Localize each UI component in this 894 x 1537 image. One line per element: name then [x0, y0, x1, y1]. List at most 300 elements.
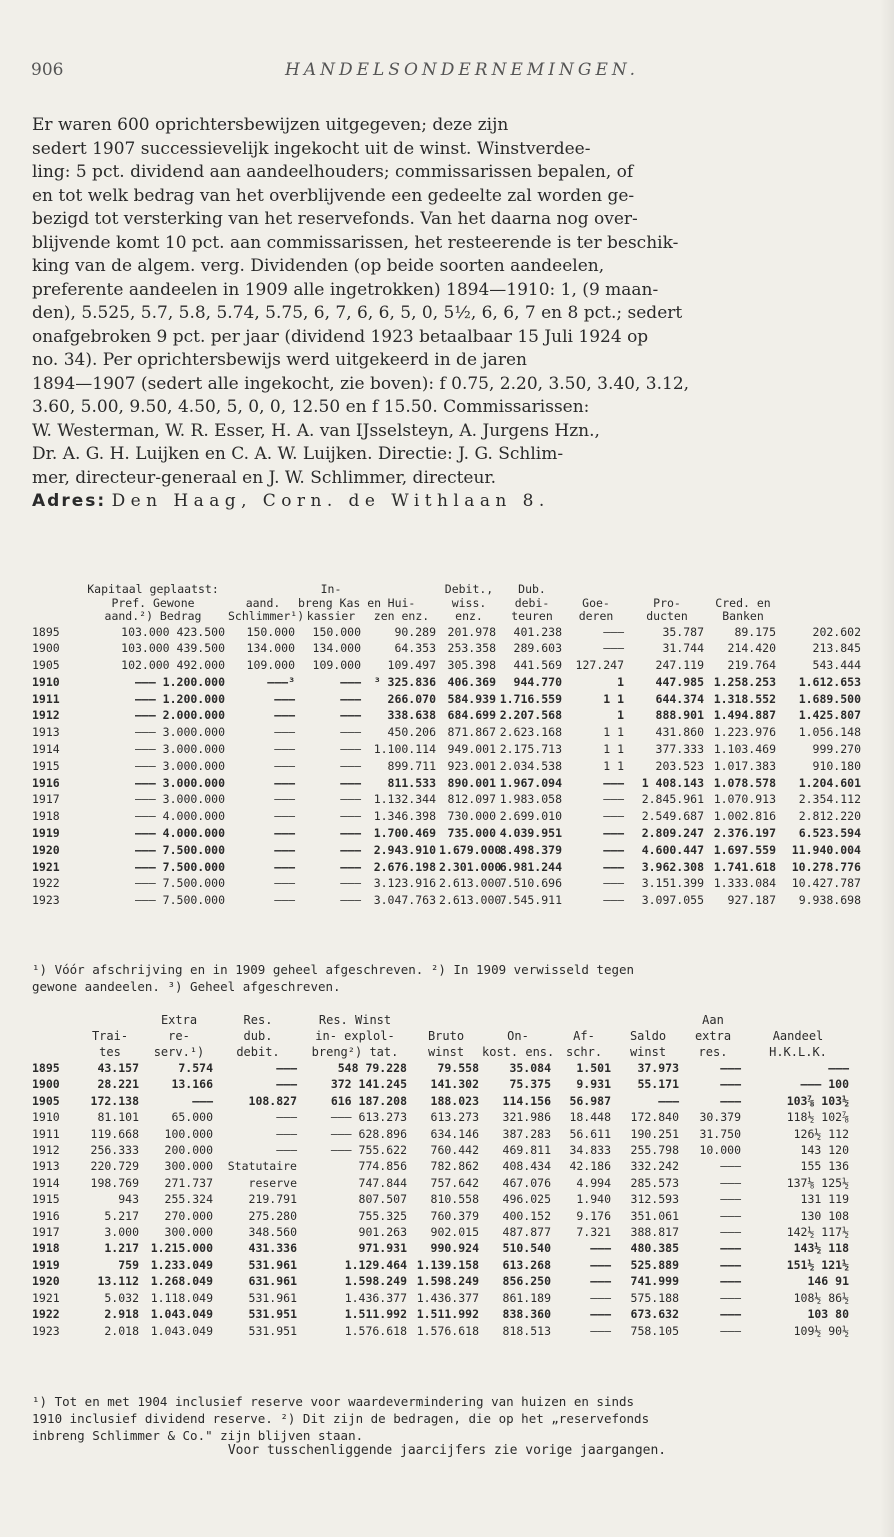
- header-cell: [707, 583, 779, 597]
- header-cell: [482, 1012, 554, 1028]
- value-cell: 18.448: [569, 1110, 611, 1125]
- value-cell: ——— 7.500.000: [134, 842, 225, 857]
- value-cell: ———: [340, 775, 361, 790]
- value-cell: 79.558: [437, 1061, 479, 1075]
- table-row: [32, 825, 864, 842]
- value-cell: ———: [590, 1241, 611, 1256]
- value-cell: ———: [276, 1077, 297, 1092]
- header-cell: Banken: [722, 609, 764, 623]
- value-cell: 807.507: [358, 1192, 407, 1207]
- value-cell: 1.258.253: [713, 674, 776, 689]
- year-cell: 1900: [32, 641, 60, 656]
- table-row: [32, 1224, 852, 1240]
- value-cell: ———: [603, 809, 624, 824]
- value-cell: 1.070.913: [713, 792, 776, 807]
- value-cell: 441.569: [513, 658, 562, 673]
- value-cell: 146 91: [807, 1274, 849, 1289]
- value-cell: 1: [617, 708, 624, 723]
- value-cell: 838.360: [502, 1307, 551, 1322]
- year-cell: 1916: [32, 1208, 60, 1223]
- header-cell: [228, 583, 298, 597]
- header-cell: Saldo: [629, 1029, 667, 1043]
- header-cell: H.K.L.K.: [769, 1045, 827, 1059]
- page-number: 906: [31, 60, 64, 80]
- header-cell: extra: [694, 1029, 732, 1043]
- value-cell: 1.967.094: [499, 775, 562, 790]
- value-cell: 2.301.000: [439, 859, 502, 874]
- value-cell: 782.862: [430, 1159, 479, 1174]
- year-cell: 1895: [32, 624, 60, 639]
- header-cell: [744, 1012, 852, 1028]
- value-cell: ———: [603, 641, 624, 656]
- header-cell: Trai-: [91, 1029, 129, 1043]
- value-cell: ———: [274, 758, 295, 773]
- value-cell: 1.425.807: [798, 708, 861, 723]
- value-cell: 1 1: [603, 758, 624, 773]
- footnote-line: 1910 inclusief dividend reserve. ²) Dit zijn de bedragen, die op het „reservefonds: [32, 1411, 650, 1426]
- value-cell: 1.612.653: [798, 674, 861, 689]
- address-value: Den Haag, Corn. de Withlaan 8.: [111, 491, 550, 511]
- header-cell: Cred. en: [715, 595, 771, 610]
- header-cell: Res.: [243, 1013, 273, 1027]
- value-cell: 7.510.696: [499, 876, 562, 891]
- value-cell: 1.103.469: [713, 742, 776, 757]
- header-cell: deren: [578, 609, 614, 623]
- value-cell: 13.166: [171, 1077, 213, 1092]
- value-cell: ———: [590, 1307, 611, 1322]
- value-cell: 6.981.244: [499, 859, 562, 874]
- table-row: [32, 758, 864, 775]
- table-row: [32, 808, 864, 825]
- table-row: [32, 1142, 852, 1158]
- value-cell: 735.000: [447, 826, 496, 841]
- value-cell: 6.523.594: [798, 826, 861, 841]
- value-cell: 1.043.049: [150, 1323, 213, 1338]
- value-cell: ———: [276, 1126, 297, 1141]
- value-cell: 3.000: [104, 1225, 139, 1240]
- table-row: [32, 892, 864, 909]
- table-row: [32, 1191, 852, 1207]
- year-cell: 1919: [32, 1257, 60, 1272]
- header-cell: res.: [698, 1045, 728, 1059]
- value-cell: 321.986: [502, 1110, 551, 1125]
- header-cell: Debit.,: [444, 582, 494, 596]
- value-cell: ———: [590, 1274, 611, 1289]
- value-cell: 108.827: [248, 1093, 297, 1108]
- address-line: [32, 490, 868, 514]
- value-cell: 1 408.143: [641, 775, 704, 790]
- value-cell: 119.668: [90, 1126, 139, 1141]
- value-cell: 2.034.538: [499, 758, 562, 773]
- page-edge-shadow: [880, 0, 894, 1537]
- value-cell: 9.938.698: [798, 893, 861, 908]
- value-cell: 270.000: [164, 1208, 213, 1223]
- value-cell: ———: [720, 1077, 741, 1092]
- value-cell: 575.188: [630, 1290, 679, 1305]
- value-cell: 1.100.114: [373, 742, 436, 757]
- table-row: [32, 1126, 852, 1142]
- value-cell: 1 1: [603, 691, 624, 706]
- value-cell: 2.207.568: [499, 708, 562, 723]
- value-cell: 35.787: [662, 624, 704, 639]
- header-row: [32, 583, 864, 597]
- table-row: [32, 1158, 852, 1174]
- table-row: [32, 875, 864, 892]
- value-cell: 203.523: [655, 758, 704, 773]
- value-cell: 1 1: [603, 725, 624, 740]
- value-cell: 531.961: [248, 1290, 297, 1305]
- value-cell: 613.273: [430, 1110, 479, 1125]
- value-cell: 1.598.249: [416, 1274, 479, 1289]
- value-cell: 4.994: [576, 1175, 611, 1190]
- value-cell: ———: [340, 842, 361, 857]
- header-cell: breng Kas en: [298, 595, 382, 610]
- value-cell: 351.061: [630, 1208, 679, 1223]
- text-line: bezigd tot versterking van het reservefonds. Van het daarna nog over-: [32, 209, 638, 229]
- profit-table-body: [32, 1060, 852, 1339]
- header-row: [32, 1028, 852, 1044]
- value-cell: 2.676.198: [373, 859, 436, 874]
- value-cell: ——— 7.500.000: [134, 859, 225, 874]
- value-cell: 5.032: [104, 1290, 139, 1305]
- value-cell: 400.152: [502, 1208, 551, 1223]
- value-cell: ———: [720, 1061, 741, 1075]
- value-cell: ———³: [267, 674, 295, 689]
- value-cell: 285.573: [630, 1175, 679, 1190]
- value-cell: ———: [828, 1061, 849, 1075]
- value-cell: 7.545.911: [499, 893, 562, 908]
- value-cell: 901.263: [358, 1225, 407, 1240]
- value-cell: 9.176: [576, 1208, 611, 1223]
- table-row: [32, 640, 864, 657]
- value-cell: 856.250: [502, 1274, 551, 1289]
- value-cell: ———: [340, 674, 361, 689]
- year-cell: 1915: [32, 1192, 60, 1207]
- header-cell: kost. ens.: [482, 1045, 555, 1059]
- value-cell: 102.000 492.000: [121, 658, 225, 673]
- value-cell: 1.716.559: [499, 691, 562, 706]
- value-cell: 100.000: [164, 1126, 213, 1141]
- value-cell: ———: [720, 1274, 741, 1289]
- value-cell: 4.600.447: [641, 842, 704, 857]
- value-cell: 103 80: [807, 1307, 849, 1322]
- value-cell: ———: [340, 792, 361, 807]
- value-cell: 348.560: [248, 1225, 297, 1240]
- value-cell: 730.000: [447, 809, 496, 824]
- value-cell: ——— 100: [800, 1077, 849, 1092]
- header-cell: On-: [507, 1029, 529, 1043]
- value-cell: 81.101: [97, 1110, 139, 1125]
- table-row: [32, 657, 864, 674]
- value-cell: 90.289: [394, 624, 436, 639]
- header-cell: enz.: [455, 609, 483, 623]
- value-cell: 1.576.618: [416, 1323, 479, 1338]
- value-cell: 190.251: [630, 1126, 679, 1141]
- value-cell: ———: [340, 859, 361, 874]
- table-row: [32, 624, 864, 641]
- footnote-line: ¹) Tot en met 1904 inclusief reserve voor waardevermindering van huizen en sinds: [32, 1394, 635, 1409]
- year-cell: 1921: [32, 859, 60, 874]
- value-cell: ——— 3.000.000: [134, 758, 225, 773]
- value-cell: 818.513: [502, 1323, 551, 1338]
- value-cell: 811.533: [387, 775, 436, 790]
- header-cell: [554, 1012, 614, 1028]
- value-cell: 10.000: [699, 1143, 741, 1158]
- year-cell: 1914: [32, 742, 60, 757]
- value-cell: 388.817: [630, 1225, 679, 1240]
- value-cell: 1.132.344: [373, 792, 436, 807]
- value-cell: 247.119: [655, 658, 704, 673]
- value-cell: 103⅞ 103½: [786, 1093, 849, 1108]
- value-cell: ———: [720, 1323, 741, 1338]
- value-cell: 644.374: [655, 691, 704, 706]
- header-cell: Res. Winst: [318, 1013, 392, 1027]
- value-cell: ——— 7.500.000: [134, 893, 225, 908]
- value-cell: 55.171: [637, 1077, 679, 1092]
- value-cell: 2.699.010: [499, 809, 562, 824]
- value-cell: 150.000: [312, 624, 361, 639]
- header-cell: Schlimmer¹): [228, 609, 305, 623]
- table-row: [32, 724, 864, 741]
- value-cell: 1.268.049: [150, 1274, 213, 1289]
- table-row: [32, 1306, 852, 1322]
- year-cell: 1922: [32, 876, 60, 891]
- balance-table: [32, 583, 864, 909]
- value-cell: 760.379: [430, 1208, 479, 1223]
- value-cell: 200.000: [164, 1143, 213, 1158]
- value-cell: 774.856: [358, 1159, 407, 1174]
- value-cell: 487.877: [502, 1225, 551, 1240]
- value-cell: 9.931: [576, 1077, 611, 1092]
- year-cell: 1905: [32, 1093, 60, 1108]
- value-cell: 584.939: [447, 691, 496, 706]
- header-cell: Bruto: [427, 1029, 465, 1043]
- value-cell: 1.017.383: [713, 758, 776, 773]
- value-cell: ——— 1.200.000: [134, 691, 225, 706]
- value-cell: ———: [720, 1257, 741, 1272]
- value-cell: ———: [274, 859, 295, 874]
- value-cell: 2.018: [104, 1323, 139, 1338]
- value-cell: 888.901: [655, 708, 704, 723]
- value-cell: 1.700.469: [373, 826, 436, 841]
- value-cell: 406.369: [447, 674, 496, 689]
- value-cell: 2.549.687: [641, 809, 704, 824]
- value-cell: 944.770: [513, 674, 562, 689]
- value-cell: ———: [603, 842, 624, 857]
- value-cell: 220.729: [90, 1159, 139, 1174]
- value-cell: 510.540: [502, 1241, 551, 1256]
- header-cell: Pref. Gewone: [111, 595, 195, 610]
- header-cell: teuren: [511, 609, 553, 623]
- value-cell: 35.084: [509, 1061, 551, 1075]
- value-cell: ———: [720, 1192, 741, 1207]
- header-cell: Pro-: [653, 595, 681, 610]
- value-cell: 289.603: [513, 641, 562, 656]
- value-cell: ———: [603, 792, 624, 807]
- header-row: [32, 1012, 852, 1028]
- text-line: en tot welk bedrag van het overblijvende een gedeelte zal worden ge-: [32, 185, 635, 206]
- value-cell: ———: [274, 708, 295, 723]
- header-cell: winst: [629, 1045, 667, 1059]
- value-cell: 1.679.000: [439, 842, 502, 857]
- value-cell: ———: [603, 826, 624, 841]
- value-cell: 198.769: [90, 1175, 139, 1190]
- value-cell: ——— 755.622: [330, 1143, 407, 1158]
- value-cell: 949.001: [447, 742, 496, 757]
- value-cell: 141.302: [430, 1077, 479, 1092]
- value-cell: 253.358: [447, 641, 496, 656]
- value-cell: 3.962.308: [641, 859, 704, 874]
- value-cell: ———: [720, 1225, 741, 1240]
- value-cell: 1.043.049: [150, 1307, 213, 1322]
- value-cell: 408.434: [502, 1159, 551, 1174]
- value-cell: 42.186: [569, 1159, 611, 1174]
- value-cell: 75.375: [509, 1077, 551, 1092]
- year-cell: 1917: [32, 1225, 60, 1240]
- value-cell: Statutaire: [227, 1159, 297, 1174]
- value-cell: 1.078.578: [713, 775, 776, 790]
- value-cell: ———: [340, 809, 361, 824]
- value-cell: 2.812.220: [798, 809, 861, 824]
- header-cell: debit.: [236, 1045, 280, 1059]
- header-cell: [614, 1012, 682, 1028]
- table-row: [32, 1323, 852, 1339]
- value-cell: 109½ 90½: [793, 1323, 849, 1338]
- value-cell: ——— 1.200.000: [134, 674, 225, 689]
- value-cell: 31.750: [699, 1126, 741, 1141]
- value-cell: 3.151.399: [641, 876, 704, 891]
- value-cell: 131 119: [800, 1192, 849, 1207]
- value-cell: ———: [274, 691, 295, 706]
- balance-table-header: [32, 583, 864, 624]
- value-cell: ———: [274, 809, 295, 824]
- value-cell: 2.845.961: [641, 792, 704, 807]
- header-cell: [78, 1012, 142, 1028]
- value-cell: ———: [720, 1208, 741, 1223]
- value-cell: ———: [340, 691, 361, 706]
- year-cell: 1910: [32, 674, 60, 689]
- value-cell: ———: [720, 1159, 741, 1174]
- table-row: [32, 674, 864, 691]
- header-cell: [364, 583, 439, 597]
- table-row: [32, 859, 864, 876]
- value-cell: 525.889: [630, 1257, 679, 1272]
- table-row: [32, 1093, 852, 1109]
- value-cell: 2.623.168: [499, 725, 562, 740]
- year-cell: 1923: [32, 1323, 60, 1338]
- value-cell: ———: [274, 792, 295, 807]
- table-row: [32, 1240, 852, 1256]
- value-cell: 1.436.377: [416, 1290, 479, 1305]
- year-cell: 1910: [32, 1110, 60, 1125]
- table-row: [32, 791, 864, 808]
- header-cell: breng²) tat.: [311, 1045, 399, 1059]
- header-cell: winst: [427, 1045, 465, 1059]
- value-cell: 634.146: [430, 1126, 479, 1141]
- year-cell: 1912: [32, 1143, 60, 1158]
- text-line: ling: 5 pct. dividend aan aandeelhouders; commissarissen bepalen, of: [32, 162, 634, 182]
- value-cell: 447.985: [655, 674, 704, 689]
- value-cell: 172.138: [90, 1093, 139, 1108]
- table-row: [32, 1208, 852, 1224]
- text-line: den), 5.525, 5.7, 5.8, 5.74, 5.75, 6, 7, 6, 6, 5, 0, 5½, 6, 6, 7 en 8 pct.; sedert: [32, 303, 683, 323]
- value-cell: 469.811: [502, 1143, 551, 1158]
- value-cell: ———: [340, 708, 361, 723]
- value-cell: ³ 325.836: [373, 674, 436, 689]
- header-cell: [32, 1028, 78, 1044]
- value-cell: 971.931: [358, 1241, 407, 1256]
- value-cell: 1.741.618: [713, 859, 776, 874]
- year-cell: 1915: [32, 758, 60, 773]
- value-cell: 256.333: [90, 1143, 139, 1158]
- value-cell: 387.283: [502, 1126, 551, 1141]
- value-cell: 531.961: [248, 1257, 297, 1272]
- header-cell: [627, 583, 707, 597]
- value-cell: 1.002.816: [713, 809, 776, 824]
- value-cell: ——— 4.000.000: [134, 826, 225, 841]
- value-cell: ———: [340, 742, 361, 757]
- header-cell: Aandeel: [772, 1029, 824, 1043]
- value-cell: 684.699: [447, 708, 496, 723]
- header-cell: schr.: [565, 1045, 603, 1059]
- value-cell: 43.157: [97, 1061, 139, 1075]
- value-cell: ———: [603, 859, 624, 874]
- header-cell: aand.²) Bedrag: [104, 609, 202, 623]
- value-cell: 1.501: [576, 1061, 611, 1075]
- table-row: [32, 707, 864, 724]
- value-cell: ———: [274, 826, 295, 841]
- value-cell: ———: [274, 876, 295, 891]
- value-cell: 4.039.951: [499, 826, 562, 841]
- value-cell: 37.973: [637, 1061, 679, 1075]
- value-cell: 134.000: [312, 641, 361, 656]
- header-cell: Goe-: [582, 595, 610, 610]
- value-cell: 7.321: [576, 1225, 611, 1240]
- value-cell: ———: [340, 725, 361, 740]
- header-cell: zen enz.: [373, 609, 430, 623]
- value-cell: ———: [274, 842, 295, 857]
- value-cell: 1.129.464: [344, 1257, 407, 1272]
- value-cell: 1.983.058: [499, 792, 562, 807]
- value-cell: 1.697.559: [713, 842, 776, 857]
- value-cell: 30.379: [699, 1110, 741, 1125]
- value-cell: 1.689.500: [798, 691, 861, 706]
- header-row: [32, 610, 864, 624]
- text-line: 3.60, 5.00, 9.50, 4.50, 5, 0, 0, 12.50 en f 15.50. Commissarissen:: [32, 397, 590, 417]
- value-cell: 1.233.049: [150, 1257, 213, 1272]
- year-cell: 1913: [32, 725, 60, 740]
- profit-footnotes: [32, 1393, 868, 1444]
- value-cell: 172.840: [630, 1110, 679, 1125]
- value-cell: 34.833: [569, 1143, 611, 1158]
- header-cell: [32, 1012, 78, 1028]
- value-cell: 1.223.976: [713, 725, 776, 740]
- table-row: [32, 741, 864, 758]
- value-cell: 109.000: [246, 658, 295, 673]
- value-cell: 64.353: [394, 641, 436, 656]
- value-cell: ———: [274, 775, 295, 790]
- value-cell: 812.097: [447, 792, 496, 807]
- value-cell: 155 136: [800, 1159, 849, 1174]
- table-row: [32, 1290, 852, 1306]
- year-cell: 1921: [32, 1290, 60, 1305]
- header-cell: ducten: [646, 609, 688, 623]
- value-cell: 8.498.379: [499, 842, 562, 857]
- value-cell: ———: [340, 893, 361, 908]
- value-cell: 275.280: [248, 1208, 297, 1223]
- value-cell: 741.999: [630, 1274, 679, 1289]
- value-cell: ——— 3.000.000: [134, 775, 225, 790]
